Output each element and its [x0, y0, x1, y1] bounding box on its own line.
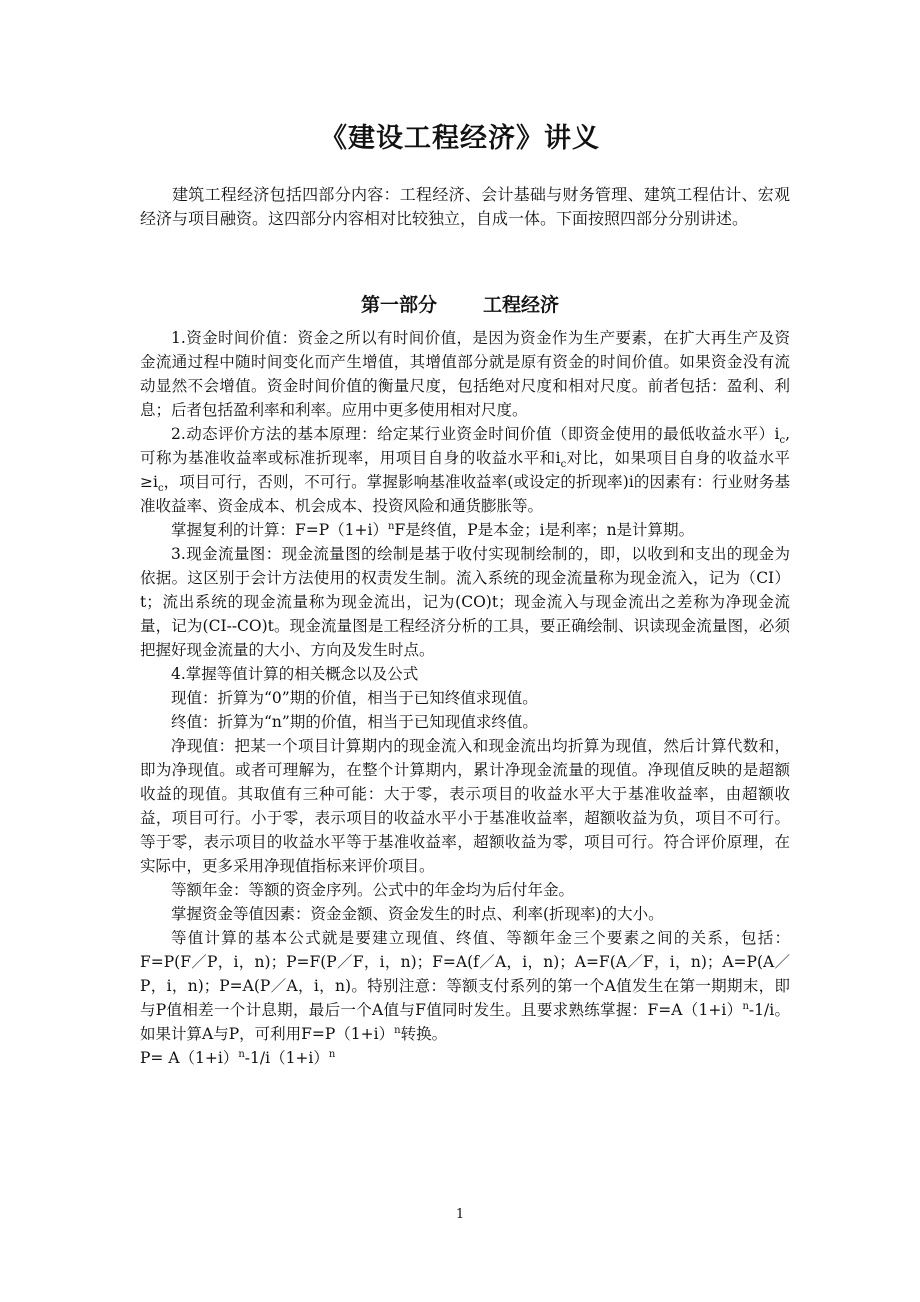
paragraph-pv-formula: $P= A(1+i)^n-1/i(1+i)^n$: [140, 1048, 336, 1067]
paragraph-compound-interest: 掌握复利的计算：$F=P(1+i)^nF$是终值，P是本金；i是利率；n是计算期。: [171, 520, 695, 539]
paragraph-net-present-value: 净现值：把某一个项目计算期内的现金流入和现金流出均折算为现值，然后计算代数和，即为净现值。或者可理解为，在整个计算期内，累计净现金流量的现值。净现值反映的是超额收益的现值。其取值有三种可能：大于零，表示项目的收益水平大于基准收益率，由超额收益，项目可行。小于零，表示项目的收益水平小于基准收益率，超额收益为负，项目不可行。等于零，表示项目的收益水平等于基准收益率，超额收益为零，项目可行。符合评价原理，在实际中，更多采用净现值指标来评价项目。: [140, 737, 790, 875]
intro-paragraph: [140, 183, 790, 231]
section-body: [140, 326, 790, 1070]
paragraph-future-value: 终值：折算为“n”期的价值，相当于已知现值求终值。: [171, 713, 538, 731]
page-number: 1: [455, 1207, 465, 1222]
paragraph-present-value: 现值：折算为“0”期的价值，相当于已知终值求现值。: [171, 689, 538, 707]
paragraph-cash-flow-diagram: 3.现金流量图：现金流量图的绘制是基于收付实现制绘制的，即，以收到和支出的现金为依据。这区别于会计方法使用的权责发生制。流入系统的现金流量称为现金流入，记为（CI）t；流出系统的现金流量称为现金流出，记为(CO)t；现金流入与现金流出之差称为净现金流量，记为(CI--CO)t。现金流量图是工程经济分析的工具，要正确绘制、识读现金流量图，必须把握好现金流量的大小、方向及发生时点。: [140, 545, 790, 659]
paragraph-dynamic-evaluation: 2.动态评价方法的基本原理：给定某行业资金时间价值（即资金使用的最低收益水平）$i_c$,可称为基准收益率或标准折现率，用项目自身的收益水平和$i_c$对比，如果项目自身的收益水平$\ge i_c$，项目可行，否则，不可行。掌握影响基准收益率(或设定的折现率)i的因素有：行业财务基准收益率、资金成本、机会成本、投资风险和通货膨胀等。: [140, 425, 790, 515]
section-heading: [0, 290, 920, 317]
paragraph-annuity: 等额年金：等额的资金序列。公式中的年金均为后付年金。: [171, 881, 575, 899]
paragraph-equivalence-heading: 4.掌握等值计算的相关概念以及公式: [171, 665, 419, 683]
paragraph-equivalence-factors: 掌握资金等值因素：资金金额、资金发生的时点、利率(折现率)的大小。: [171, 905, 664, 923]
document-title: 《建设工程经济》讲义: [320, 123, 600, 154]
paragraph-basic-formulas: 等值计算的基本公式就是要建立现值、终值、等额年金三个要素之间的关系，包括：F=P(F／P，i，n)；P=F(P／F，i，n)；F=A(f／A，i，n)；A=F(A／F，i，n)；A=P(A／P，i，n)；P=A(P／A，i，n)。特别注意：等额支付系列的第一个A值发生在第一期期末，即与P值相差一个计息期，最后一个A值与F值同时发生。且要求熟练掌握：$F=A(1+i)^n-1/i$。如果计算A与P，可利用$F=P(1+i)^n$转换。: [140, 929, 791, 1043]
section-name: 工程经济: [483, 294, 560, 316]
paragraph-time-value: 1.资金时间价值：资金之所以有时间价值，是因为资金作为生产要素，在扩大再生产及资金流通过程中随时间变化而产生增值，其增值部分就是原有资金的时间价值。如果资金没有流动显然不会增值。资金时间价值的衡量尺度，包括绝对尺度和相对尺度。前者包括：盈利、利息；后者包括盈利率和利率。应用中更多使用相对尺度。: [140, 329, 790, 419]
intro-text: 建筑工程经济包括四部分内容：工程经济、会计基础与财务管理、建筑工程估计、宏观经济与项目融资。这四部分内容相对比较独立，自成一体。下面按照四部分分别讲述。: [140, 185, 790, 228]
section-label: 第一部分: [360, 294, 437, 316]
